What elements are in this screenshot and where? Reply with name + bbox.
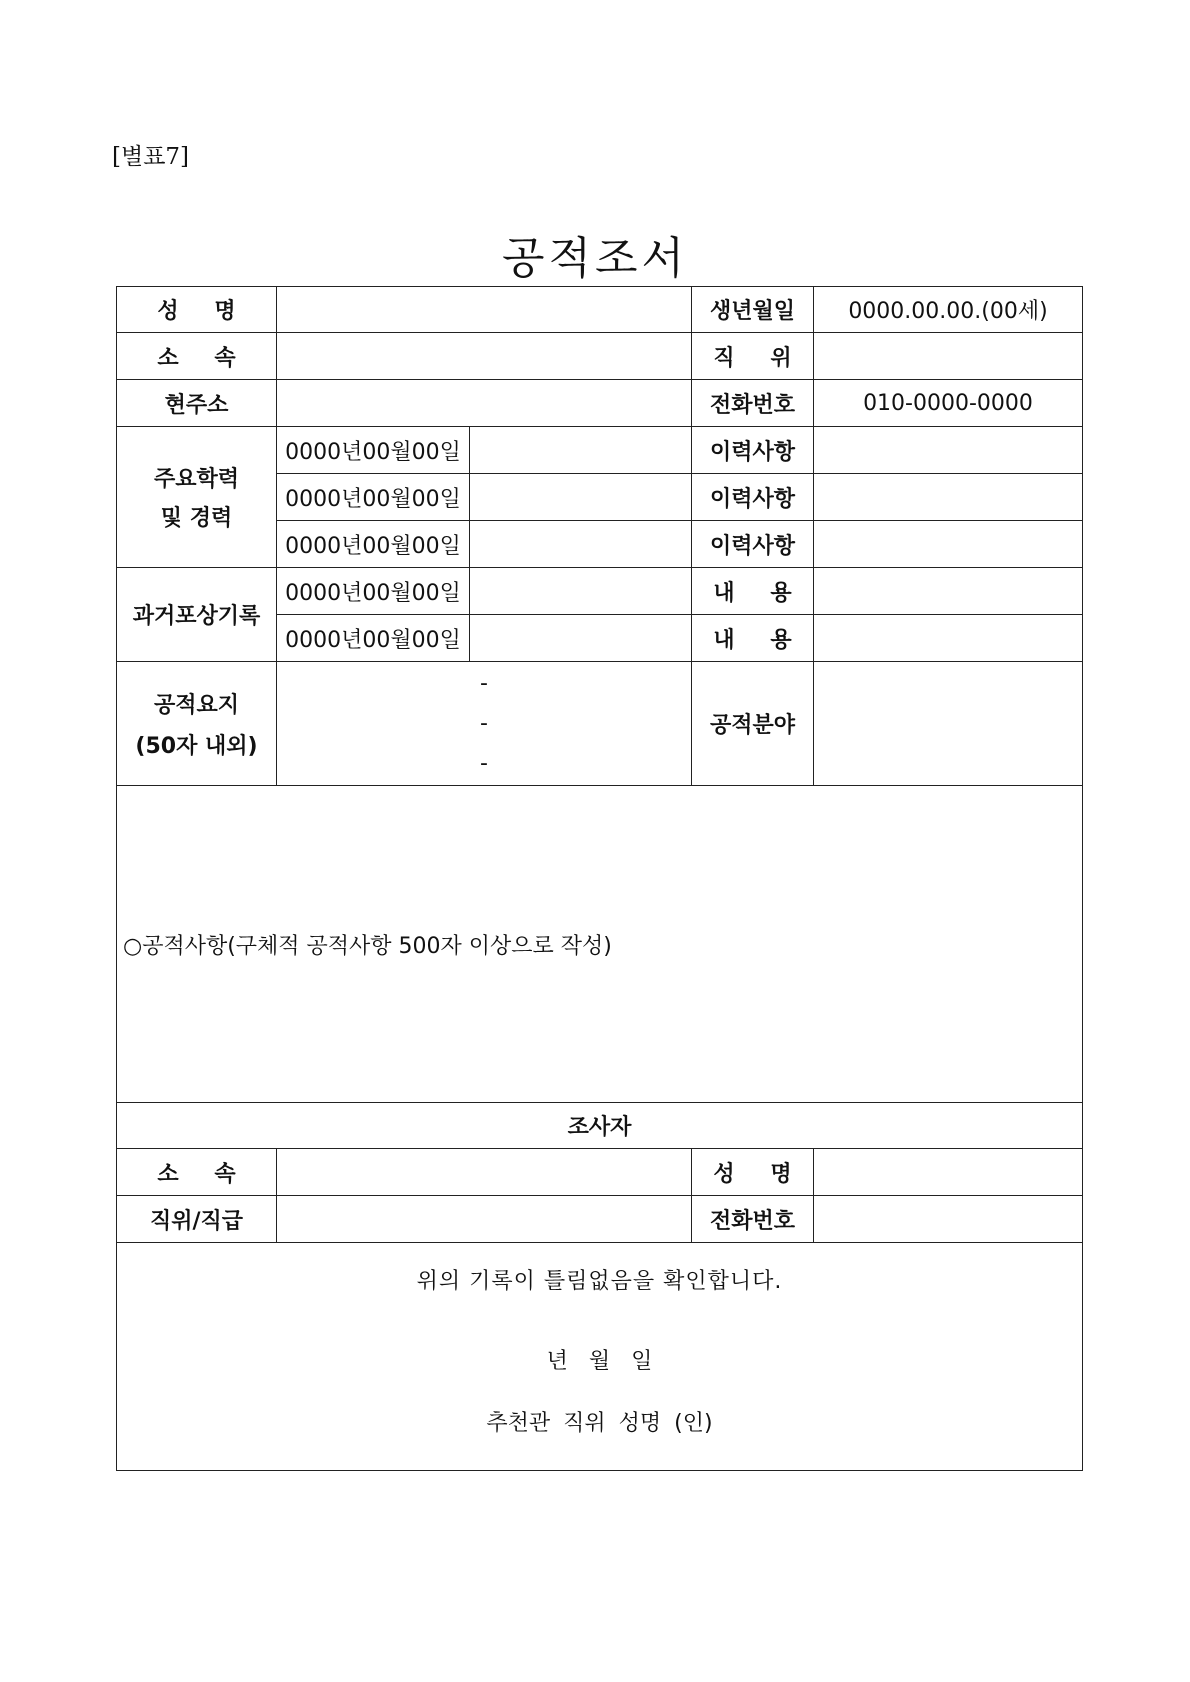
row-award-1 <box>117 568 1083 615</box>
award-detail-field[interactable] <box>470 568 692 615</box>
merit-report-form <box>116 286 1083 1471</box>
confirmation-signature: 추천관 직위 성명 (인) <box>486 1411 713 1436</box>
investigator-affiliation-field[interactable] <box>277 1149 692 1196</box>
label-awards: 과거포상기록 <box>117 568 277 662</box>
summary-dash: - <box>480 670 488 696</box>
label-summary <box>117 662 277 786</box>
investigator-rank-field[interactable] <box>277 1196 692 1243</box>
row-address <box>117 380 1083 427</box>
row-investigator-header <box>117 1103 1083 1149</box>
label-history: 이력사항 <box>692 521 814 568</box>
label-education-line1: 주요학력 <box>153 467 239 492</box>
document-title: 공적조서 <box>501 233 688 284</box>
confirmation-statement: 위의 기록이 틀림없음을 확인합니다. <box>416 1269 783 1294</box>
label-summary-line1: 공적요지 <box>153 692 239 718</box>
name-field[interactable] <box>277 287 692 333</box>
label-investigator-name: 성 명 <box>692 1149 814 1196</box>
label-history: 이력사항 <box>692 427 814 474</box>
row-education-1 <box>117 427 1083 474</box>
row-investigator-1 <box>117 1149 1083 1196</box>
education-date-field[interactable]: 0000년00월00일 <box>277 427 470 474</box>
label-position: 직 위 <box>692 333 814 380</box>
education-date-field[interactable]: 0000년00월00일 <box>277 474 470 521</box>
confirmation-block <box>117 1243 1083 1471</box>
row-affiliation <box>117 333 1083 380</box>
details-field[interactable] <box>117 786 1083 1103</box>
label-name: 성 명 <box>117 287 277 333</box>
award-content-field[interactable] <box>814 568 1083 615</box>
label-phone: 전화번호 <box>692 380 814 427</box>
label-field: 공적분야 <box>692 662 814 786</box>
education-date-field[interactable]: 0000년00월00일 <box>277 521 470 568</box>
education-detail-field[interactable] <box>470 521 692 568</box>
phone-field[interactable]: 010-0000-0000 <box>814 380 1083 427</box>
annex-label: [별표7] <box>112 144 190 170</box>
details-instruction: ○공적사항(구체적 공적사항 500자 이상으로 작성) <box>123 933 612 959</box>
row-investigator-2 <box>117 1196 1083 1243</box>
summary-field[interactable] <box>277 662 692 786</box>
award-date-field[interactable]: 0000년00월00일 <box>277 568 470 615</box>
label-birth: 생년월일 <box>692 287 814 333</box>
investigator-name-field[interactable] <box>814 1149 1083 1196</box>
position-field[interactable] <box>814 333 1083 380</box>
label-history: 이력사항 <box>692 474 814 521</box>
label-address: 현주소 <box>117 380 277 427</box>
row-summary <box>117 662 1083 786</box>
affiliation-field[interactable] <box>277 333 692 380</box>
birth-field[interactable]: 0000.00.00.(00세) <box>814 287 1083 333</box>
education-detail-field[interactable] <box>470 474 692 521</box>
label-education-line2: 및 경력 <box>160 506 233 531</box>
label-investigator-phone: 전화번호 <box>692 1196 814 1243</box>
field-field[interactable] <box>814 662 1083 786</box>
award-date-field[interactable]: 0000년00월00일 <box>277 615 470 662</box>
history-field[interactable] <box>814 427 1083 474</box>
confirmation-date: 년 월 일 <box>546 1349 653 1374</box>
address-field[interactable] <box>277 380 692 427</box>
award-detail-field[interactable] <box>470 615 692 662</box>
label-education <box>117 427 277 568</box>
summary-dash: - <box>480 750 488 776</box>
row-details <box>117 786 1083 1103</box>
row-confirmation <box>117 1243 1083 1471</box>
history-field[interactable] <box>814 521 1083 568</box>
education-detail-field[interactable] <box>470 427 692 474</box>
investigator-phone-field[interactable] <box>814 1196 1083 1243</box>
history-field[interactable] <box>814 474 1083 521</box>
label-content: 내 용 <box>692 615 814 662</box>
label-summary-line2: (50자 내외) <box>135 733 258 759</box>
investigator-header: 조사자 <box>117 1103 1083 1149</box>
row-name <box>117 287 1083 333</box>
label-affiliation: 소 속 <box>117 333 277 380</box>
award-content-field[interactable] <box>814 615 1083 662</box>
label-investigator-rank: 직위/직급 <box>117 1196 277 1243</box>
label-content: 내 용 <box>692 568 814 615</box>
summary-dash: - <box>480 710 488 736</box>
label-investigator-affiliation: 소 속 <box>117 1149 277 1196</box>
